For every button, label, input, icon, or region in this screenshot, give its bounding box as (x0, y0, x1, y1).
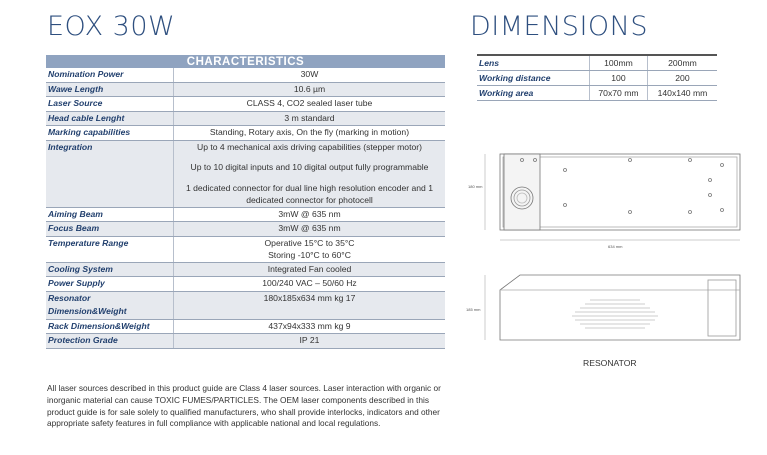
value-line: 3mW @ 635 nm (278, 223, 341, 233)
dimensions-row (477, 55, 717, 71)
characteristics-row-label: Power Supply (46, 277, 174, 292)
dimensions-row-label: Lens (477, 55, 590, 71)
characteristics-row-value (174, 126, 446, 141)
value-line: 30W (300, 69, 319, 79)
vent-grille (572, 300, 658, 328)
characteristics-row-value (174, 68, 446, 82)
value-line: 100/240 VAC – 50/60 Hz (262, 278, 357, 288)
characteristics-row (46, 97, 445, 112)
product-title: EOX 30W (47, 11, 176, 42)
characteristics-row-label: Wawe Length (46, 82, 174, 97)
characteristics-row (46, 319, 445, 334)
value-line: CLASS 4, CO2 sealed laser tube (246, 98, 373, 108)
characteristics-row (46, 140, 445, 207)
characteristics-row-label: Resonator Dimension&Weight (46, 291, 174, 319)
value-line: Standing, Rotary axis, On the fly (marking in motion) (209, 127, 410, 137)
characteristics-row (46, 82, 445, 97)
characteristics-row-value (174, 277, 446, 292)
characteristics-row-value (174, 82, 446, 97)
dimensions-title: DIMENSIONS (470, 11, 648, 42)
characteristics-row-label: Head cable Lenght (46, 111, 174, 126)
safety-disclaimer: All laser sources described in this product guide are Class 4 laser sources. Laser interaction with organic or inorganic material can cause TOXIC FUMES/PARTICLES. The OEM laser components described in this product guide is for sale solely to qualified manufacturers, who shall provide interlocks, indicators and other appropriate safety features in full compliance with applicable national and local regulations. (47, 383, 441, 429)
value-line: 10.6 µm (293, 83, 326, 94)
characteristics-row (46, 277, 445, 292)
value-line: 1 dedicated connector for dual line high resolution encoder and 1 dedicated connector for photocell (185, 182, 433, 205)
characteristics-row-label: Focus Beam (46, 222, 174, 237)
value-line: Integrated Fan cooled (267, 263, 352, 274)
resonator-drawing (460, 140, 750, 355)
characteristics-row-value (174, 111, 446, 126)
value-line: Storing -10°C to 60°C (268, 250, 351, 260)
value-line: 437x94x333 mm kg 9 (268, 320, 351, 331)
characteristics-row (46, 334, 445, 349)
dimensions-row-label: Working distance (477, 71, 590, 86)
characteristics-row-value (174, 319, 446, 334)
dimensions-row-label: Working area (477, 86, 590, 101)
characteristics-row (46, 207, 445, 222)
dimensions-row (477, 86, 717, 101)
characteristics-row-value (174, 334, 446, 349)
characteristics-row-label: Integration (46, 140, 174, 207)
characteristics-row-value (174, 236, 446, 262)
characteristics-row-label: Cooling System (46, 262, 174, 277)
dimensions-cell: 200mm (647, 55, 717, 71)
characteristics-row-value (174, 222, 446, 237)
value-line: Up to 10 digital inputs and 10 digital output fully programmable (190, 162, 429, 172)
resonator-caption: RESONATOR (583, 358, 637, 368)
characteristics-row (46, 236, 445, 262)
characteristics-row (46, 126, 445, 141)
dimension-height-top: 180 mm (468, 184, 483, 189)
value-line: 180x185x634 mm kg 17 (263, 292, 356, 303)
dimension-height-side: 185 mm (466, 307, 481, 312)
value-line: IP 21 (299, 335, 320, 345)
resonator-top-view (485, 154, 740, 240)
characteristics-row-label: Nomination Power (46, 68, 174, 82)
dimensions-cell: 100mm (590, 55, 648, 71)
dimensions-cell: 70x70 mm (590, 86, 648, 101)
characteristics-row-value (174, 140, 446, 207)
characteristics-header: CHARACTERISTICS (46, 55, 445, 68)
dimensions-cell: 140x140 mm (647, 86, 717, 101)
characteristics-row-label: Laser Source (46, 97, 174, 112)
dimensions-cell: 100 (590, 71, 648, 86)
characteristics-row-value (174, 207, 446, 222)
dimension-length: 634 mm (608, 244, 623, 249)
characteristics-row (46, 222, 445, 237)
value-line: 3 m standard (284, 112, 335, 123)
dimensions-cell: 200 (647, 71, 717, 86)
dimensions-table (477, 54, 717, 101)
characteristics-row-label: Marking capabilities (46, 126, 174, 141)
value-line: Up to 4 mechanical axis driving capabilities (stepper motor) (197, 141, 422, 152)
characteristics-row-label: Aiming Beam (46, 207, 174, 222)
value-line: 3mW @ 635 nm (278, 208, 341, 219)
characteristics-row-value (174, 262, 446, 277)
characteristics-row (46, 262, 445, 277)
characteristics-row (46, 111, 445, 126)
line-gap (176, 153, 443, 161)
characteristics-row-value (174, 291, 446, 319)
resonator-side-view (485, 275, 740, 340)
characteristics-row-label: Rack Dimension&Weight (46, 319, 174, 334)
dimensions-row (477, 71, 717, 86)
characteristics-row (46, 68, 445, 82)
characteristics-row-label: Temperature Range (46, 236, 174, 262)
line-gap (176, 174, 443, 182)
characteristics-row-value (174, 97, 446, 112)
characteristics-row (46, 291, 445, 319)
characteristics-table (46, 55, 445, 349)
value-line: Operative 15°C to 35°C (264, 237, 355, 248)
characteristics-row-label: Protection Grade (46, 334, 174, 349)
